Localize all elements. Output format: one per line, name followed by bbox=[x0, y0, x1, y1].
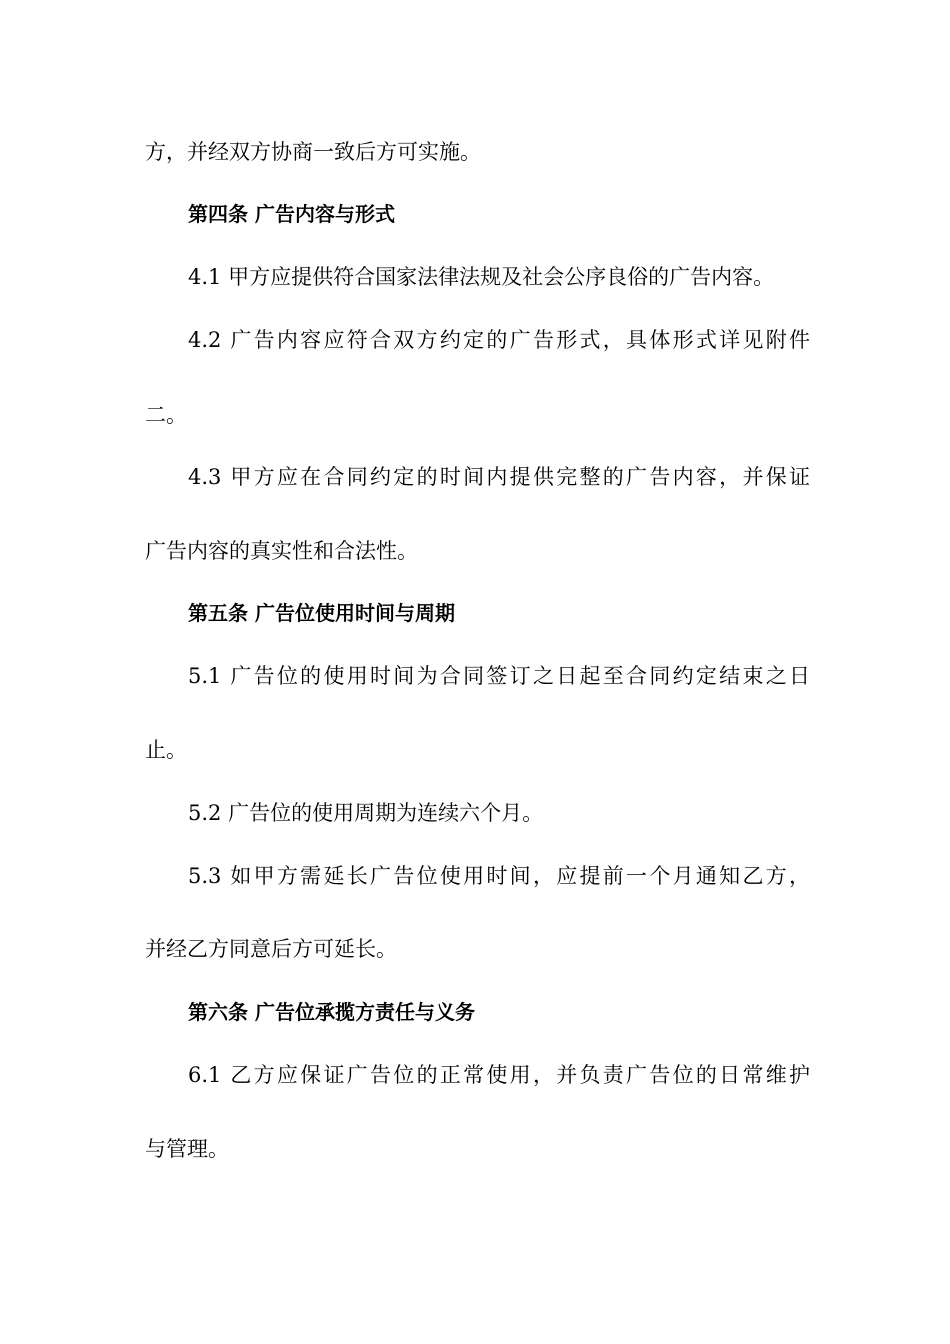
article-5-heading: 第五条 广告位使用时间与周期 bbox=[188, 601, 455, 625]
clause-5-1-line-1: 5.1 广告位的使用时间为合同签订之日起至合同约定结束之日 bbox=[188, 664, 810, 688]
paragraph-continuation: 方，并经双方协商一致后方可实施。 bbox=[145, 140, 481, 164]
clause-5-1-line-2: 止。 bbox=[145, 738, 187, 762]
clause-4-2-line-2: 二。 bbox=[145, 403, 187, 427]
clause-4-1: 4.1 甲方应提供符合国家法律法规及社会公序良俗的广告内容。 bbox=[188, 265, 775, 289]
clause-4-2-line-1: 4.2 广告内容应符合双方约定的广告形式，具体形式详见附件 bbox=[188, 328, 810, 352]
clause-6-1-line-1: 6.1 乙方应保证广告位的正常使用，并负责广告位的日常维护 bbox=[188, 1063, 810, 1087]
clause-4-3-line-1: 4.3 甲方应在合同约定的时间内提供完整的广告内容，并保证 bbox=[188, 465, 810, 489]
clause-5-3-line-1: 5.3 如甲方需延长广告位使用时间，应提前一个月通知乙方， bbox=[188, 864, 810, 888]
clause-6-1-line-2: 与管理。 bbox=[145, 1137, 229, 1161]
clause-5-2: 5.2 广告位的使用周期为连续六个月。 bbox=[188, 801, 544, 825]
article-4-heading: 第四条 广告内容与形式 bbox=[188, 202, 395, 226]
clause-5-3-line-2: 并经乙方同意后方可延长。 bbox=[145, 937, 397, 961]
article-6-heading: 第六条 广告位承揽方责任与义务 bbox=[188, 1000, 475, 1024]
clause-4-3-line-2: 广告内容的真实性和合法性。 bbox=[145, 539, 418, 563]
